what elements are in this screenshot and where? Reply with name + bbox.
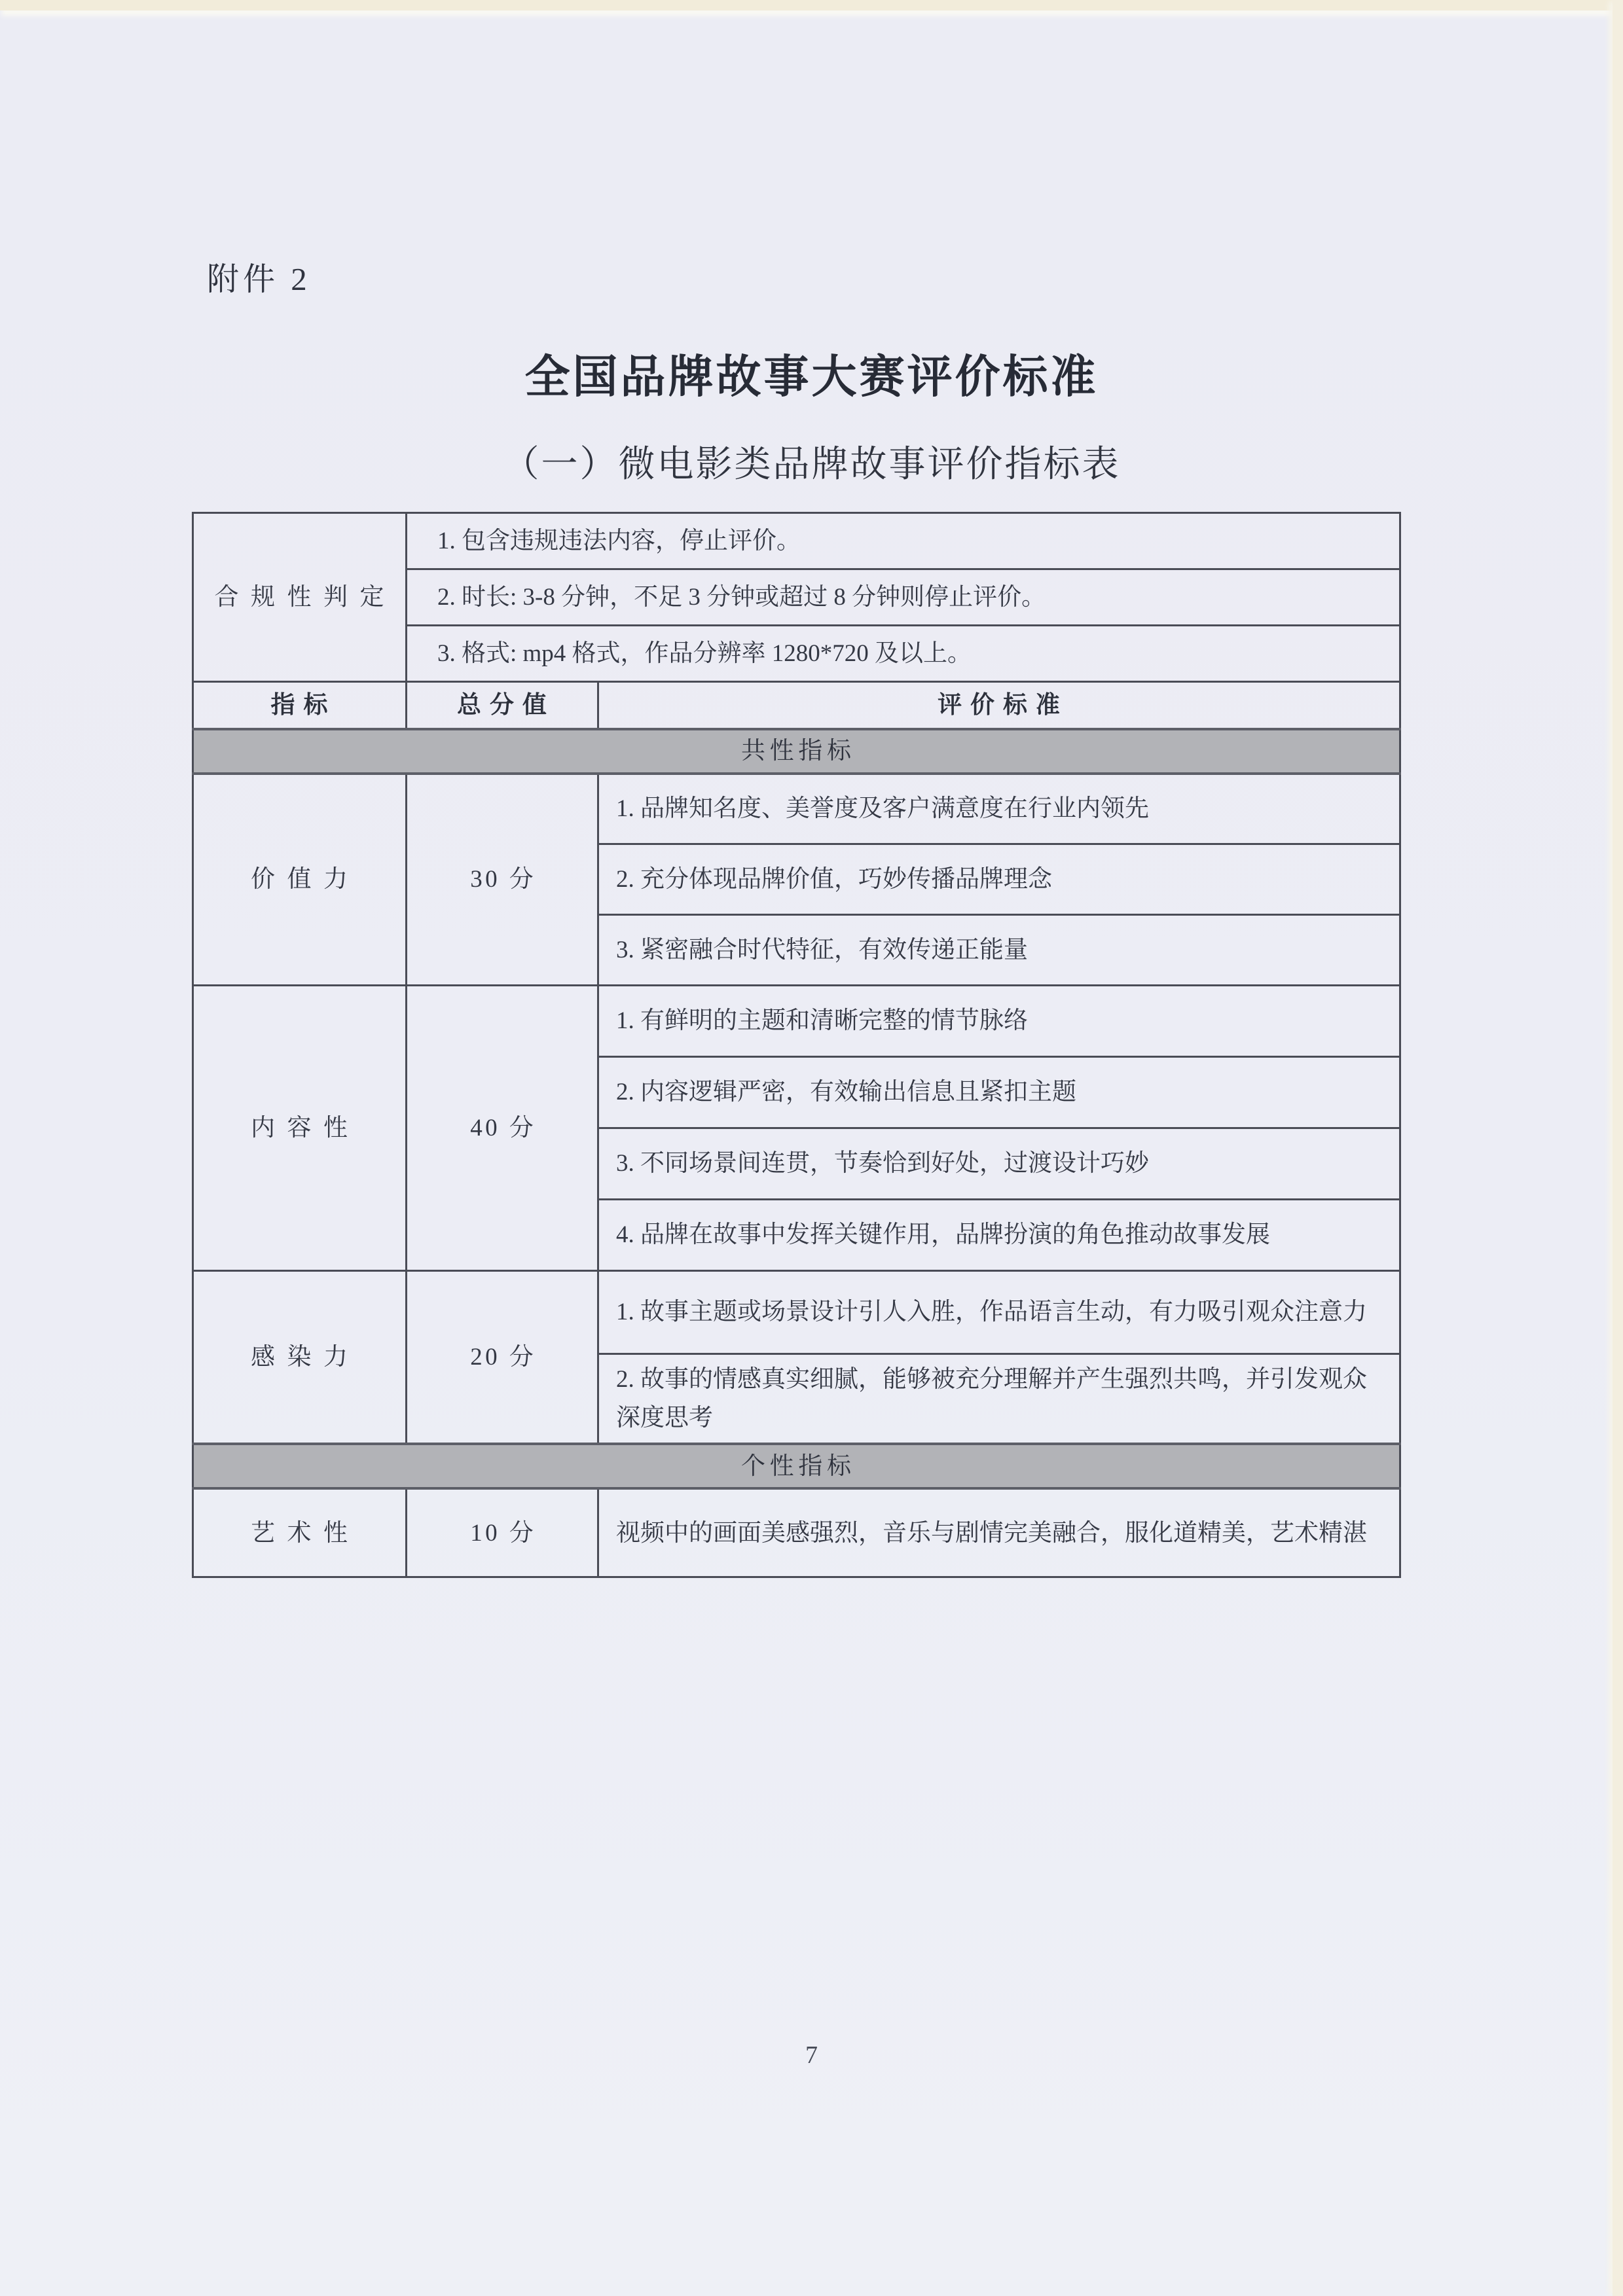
column-header-total-score: 总分值 <box>407 682 598 729</box>
criteria-cell: 1. 故事主题或场景设计引人入胜，作品语言生动，有力吸引观众注意力 <box>598 1271 1400 1354</box>
compliance-item: 1. 包含违规违法内容，停止评价。 <box>407 513 1400 569</box>
criteria-cell: 1. 品牌知名度、美誉度及客户满意度在行业内领先 <box>598 774 1400 844</box>
column-header-criteria: 评价标准 <box>598 682 1400 729</box>
table-row <box>193 1271 1400 1354</box>
criteria-cell: 2. 充分体现品牌价值，巧妙传播品牌理念 <box>598 844 1400 915</box>
score-cell: 10 分 <box>407 1488 598 1577</box>
section-band-individual: 个性指标 <box>193 1444 1400 1488</box>
compliance-item: 2. 时长: 3-8 分钟，不足 3 分钟或超过 8 分钟则停止评价。 <box>407 569 1400 626</box>
document-title: 全国品牌故事大赛评价标准 <box>524 352 1099 402</box>
criteria-cell: 1. 有鲜明的主题和清晰完整的情节脉络 <box>598 986 1400 1057</box>
table-row <box>193 513 1400 569</box>
score-cell: 20 分 <box>407 1271 598 1444</box>
indicator-cell: 艺术性 <box>193 1488 407 1577</box>
column-header-indicator: 指标 <box>193 682 407 729</box>
criteria-cell: 4. 品牌在故事中发挥关键作用，品牌扮演的角色推动故事发展 <box>598 1200 1400 1271</box>
score-cell: 40 分 <box>407 986 598 1271</box>
criteria-cell: 2. 故事的情感真实细腻，能够被充分理解并产生强烈共鸣，并引发观众深度思考 <box>598 1354 1400 1444</box>
table-row <box>193 774 1400 844</box>
section-band-common: 共性指标 <box>193 729 1400 774</box>
section-band-row <box>193 1444 1400 1488</box>
indicator-cell: 价值力 <box>193 774 407 986</box>
attachment-label: 附件 2 <box>207 261 311 297</box>
criteria-cell: 3. 紧密融合时代特征，有效传递正能量 <box>598 915 1400 986</box>
table-row <box>193 1488 1400 1577</box>
evaluation-table <box>192 512 1401 1578</box>
criteria-cell: 3. 不同场景间连贯，节奏恰到好处，过渡设计巧妙 <box>598 1128 1400 1200</box>
section-band-row <box>193 729 1400 774</box>
table-row <box>193 986 1400 1057</box>
scan-edge-top <box>0 0 1623 10</box>
indicator-cell: 感染力 <box>193 1271 407 1444</box>
page-number: 7 <box>805 2041 818 2069</box>
compliance-item: 3. 格式: mp4 格式，作品分辨率 1280*720 及以上。 <box>407 626 1400 682</box>
compliance-label-cell: 合规性判定 <box>193 513 407 682</box>
table-header-row <box>193 682 1400 729</box>
document-subtitle: （一）微电影类品牌故事评价指标表 <box>502 444 1121 485</box>
score-cell: 30 分 <box>407 774 598 986</box>
criteria-cell: 2. 内容逻辑严密，有效输出信息且紧扣主题 <box>598 1057 1400 1128</box>
criteria-cell: 视频中的画面美感强烈，音乐与剧情完美融合，服化道精美，艺术精湛 <box>598 1488 1400 1577</box>
indicator-cell: 内容性 <box>193 986 407 1271</box>
